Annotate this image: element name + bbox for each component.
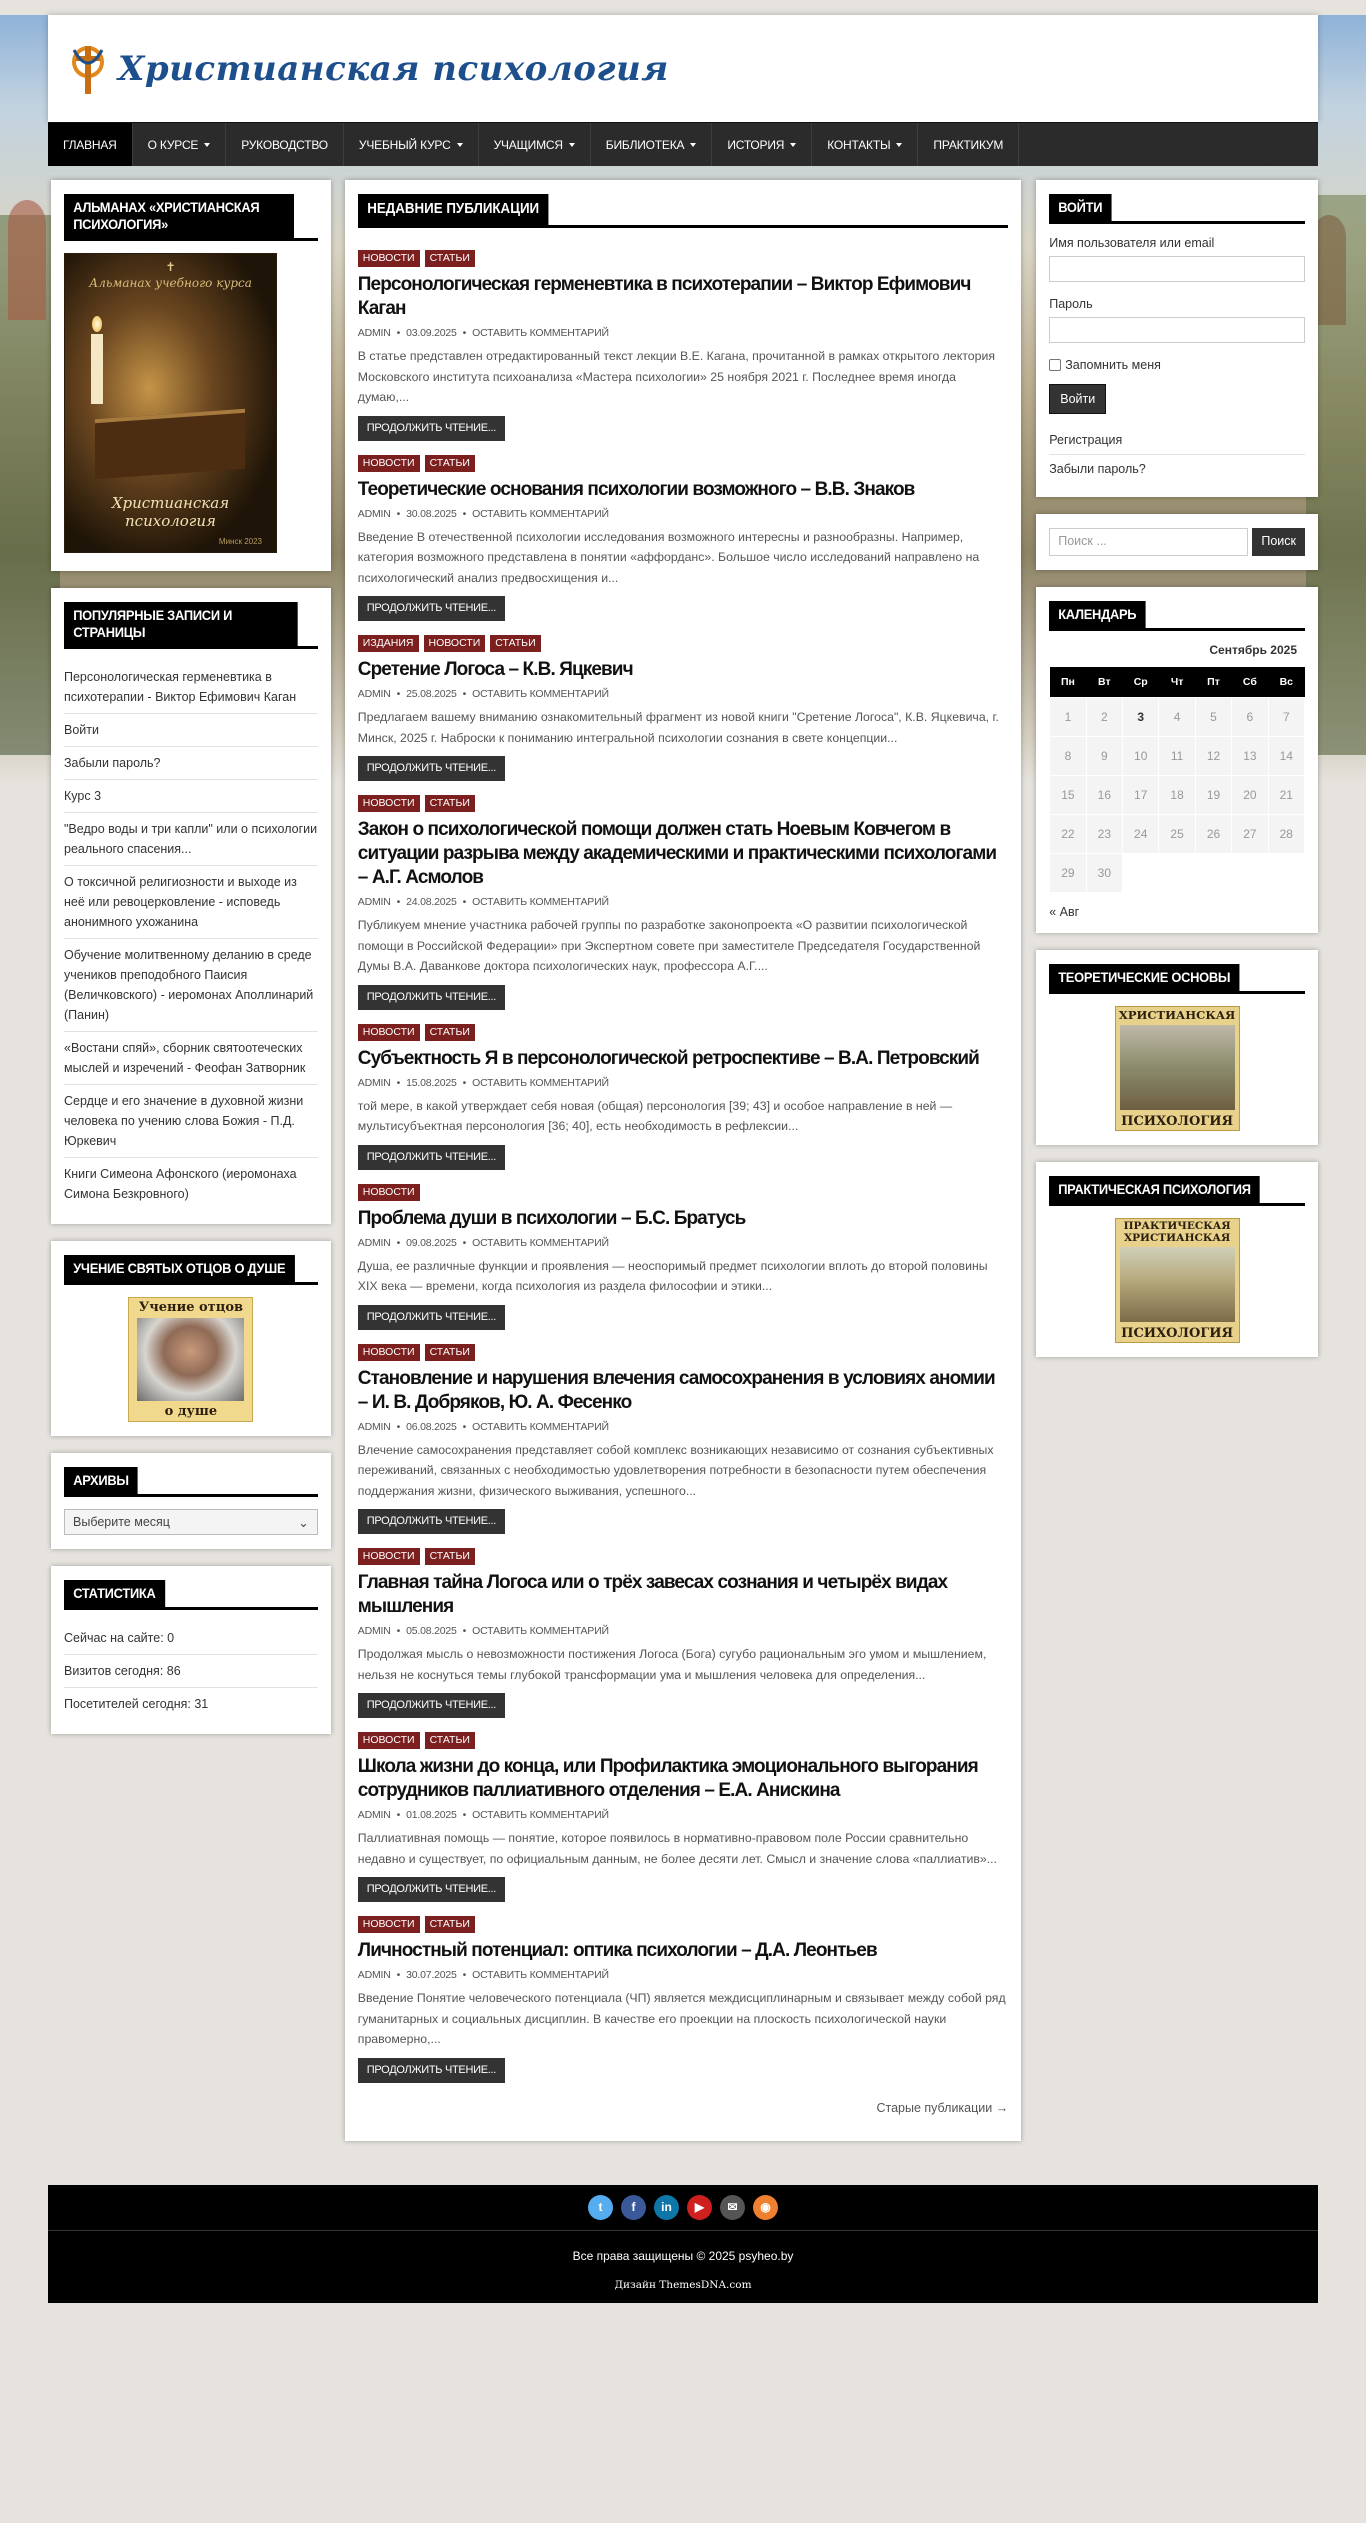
meta-separator: • bbox=[462, 1625, 467, 1637]
book-cover-top-text: Учение отцов bbox=[138, 1300, 244, 1315]
almanac-cover-year: Минск 2023 bbox=[218, 537, 262, 546]
login-button[interactable]: Войти bbox=[1049, 384, 1106, 414]
widget-title: ТЕОРЕТИЧЕСКИЕ ОСНОВЫ bbox=[1049, 964, 1239, 991]
widget-title: АЛЬМАНАХ «ХРИСТИАНСКАЯ ПСИХОЛОГИЯ» bbox=[64, 194, 294, 238]
calendar-prev-link[interactable]: « Авг bbox=[1049, 904, 1080, 919]
meta-separator: • bbox=[396, 507, 401, 520]
category-badge[interactable]: СТАТЬИ bbox=[425, 1024, 475, 1041]
post-meta bbox=[358, 508, 1008, 520]
calendar-day-header: Чт bbox=[1159, 667, 1195, 697]
category-badge[interactable]: НОВОСТИ bbox=[358, 250, 420, 267]
password-input[interactable] bbox=[1049, 317, 1305, 343]
login-link[interactable]: Забыли пароль? bbox=[1049, 462, 1146, 476]
calendar-day: 28 bbox=[1268, 814, 1304, 853]
calendar-day: 1 bbox=[1050, 697, 1086, 736]
post-list bbox=[358, 250, 1008, 2083]
nav-item-label: УЧАЩИМСЯ bbox=[493, 137, 563, 152]
read-more-button[interactable]: ПРОДОЛЖИТЬ ЧТЕНИЕ... bbox=[358, 1693, 505, 1718]
meta-separator: • bbox=[396, 896, 401, 908]
meta-separator: • bbox=[462, 1076, 467, 1089]
meta-separator: • bbox=[396, 1076, 401, 1089]
chevron-down-icon bbox=[690, 143, 696, 147]
post-date[interactable]: 09.08.2025 bbox=[406, 1236, 457, 1249]
older-posts-link[interactable]: Старые публикации → bbox=[876, 2100, 1009, 2115]
calendar-day: 20 bbox=[1232, 775, 1268, 814]
post-title[interactable]: Закон о психологической помощи должен стать Ноевым Ковчегом в ситуации разрыва между академическими и практическими психологами – А.Г. Асмолов bbox=[357, 819, 997, 888]
read-more-button[interactable]: ПРОДОЛЖИТЬ ЧТЕНИЕ... bbox=[358, 1145, 505, 1170]
almanac-cover-top-text: Альманах учебного курса bbox=[89, 276, 252, 290]
calendar-day: 11 bbox=[1159, 736, 1195, 775]
post-excerpt: Публикуем мнение участника рабочей группы по разработке законопроекта «О развитии психологической помощи в Российской Федерации» при Экспертном совете при заместителе Председателя Государственной Думы В.А. Даванкове доктора психологических наук, профессора А.Г.... bbox=[357, 918, 981, 973]
nav-item[interactable] bbox=[344, 123, 479, 166]
almanac-cover-image[interactable] bbox=[64, 253, 277, 553]
post-date[interactable]: 05.08.2025 bbox=[406, 1625, 457, 1637]
popular-post-link[interactable]: «Востани спяй», сборник святоотеческих мыслей и изречений - Феофан Затворник bbox=[64, 1032, 318, 1085]
calendar-table bbox=[1049, 667, 1305, 893]
calendar-day-header: Пн bbox=[1050, 667, 1086, 697]
meta-separator: • bbox=[462, 327, 467, 339]
post-author[interactable]: ADMIN bbox=[357, 1625, 391, 1637]
calendar-day: 14 bbox=[1268, 736, 1304, 775]
calendar-day: 7 bbox=[1268, 697, 1304, 736]
chevron-down-icon bbox=[569, 143, 575, 147]
site-header bbox=[48, 15, 1318, 122]
post-comment-link[interactable]: ОСТАВИТЬ КОММЕНТАРИЙ bbox=[472, 1625, 609, 1637]
post-entry bbox=[358, 1344, 1008, 1535]
post-date[interactable]: 30.08.2025 bbox=[406, 507, 457, 520]
nav-item-label: ПРАКТИКУМ bbox=[933, 137, 1004, 152]
design-credit[interactable]: Дизайн ThemesDNA.com bbox=[614, 2278, 752, 2291]
post-date[interactable]: 06.08.2025 bbox=[406, 1420, 457, 1433]
calendar-day-header: Сб bbox=[1232, 667, 1268, 697]
post-categories bbox=[358, 1344, 1008, 1361]
widget-title: КАЛЕНДАРЬ bbox=[1049, 601, 1145, 628]
nav-item[interactable] bbox=[591, 123, 713, 166]
rss-icon[interactable]: ◉ bbox=[753, 2195, 778, 2220]
meta-separator: • bbox=[462, 688, 467, 700]
search-input[interactable]: Поиск ... bbox=[1049, 528, 1248, 556]
post-meta bbox=[358, 1421, 1008, 1433]
post-categories bbox=[358, 250, 1008, 267]
post-excerpt: В статье представлен отредактированный текст лекции В.Е. Кагана, прочитанной в рамках открытого лектория Московского института психоанализа «Мастера психологии» 25 ноября 2021 г. Последнее время иногда думаю,... bbox=[357, 349, 995, 404]
post-author[interactable]: ADMIN bbox=[357, 327, 391, 339]
calendar-day: 21 bbox=[1268, 775, 1304, 814]
post-title[interactable]: Проблема души в психологии – Б.С. Братусь bbox=[357, 1207, 746, 1229]
search-button[interactable]: Поиск bbox=[1252, 528, 1305, 556]
search-widget bbox=[1036, 514, 1318, 570]
calendar-day: 4 bbox=[1159, 697, 1195, 736]
widget-title: ПРАКТИЧЕСКАЯ ПСИХОЛОГИЯ bbox=[1049, 1176, 1260, 1203]
post-date[interactable]: 15.08.2025 bbox=[406, 1076, 457, 1089]
post-excerpt: Душа, ее различные функции и проявления — неоспоримый предмет психологии вплоть до второй половины XIX века — времени, когда психология из раздела философии и этики... bbox=[357, 1258, 988, 1293]
category-badge[interactable]: СТАТЬИ bbox=[425, 455, 475, 472]
theory-book-image[interactable] bbox=[1115, 1006, 1240, 1131]
post-excerpt: Предлагаем вашему вниманию ознакомительный фрагмент из новой книги "Сретение Логоса", К.В. Яцкевича, г. Минск, 2025 г. Наброски к пониманию интегральной психологии сознания в свете концепции... bbox=[357, 710, 999, 745]
post-title[interactable]: Сретение Логоса – К.В. Яцкевич bbox=[357, 659, 633, 680]
almanac-cover-title: Христианская психология bbox=[111, 494, 230, 530]
category-badge[interactable]: СТАТЬИ bbox=[425, 1548, 475, 1565]
meta-separator: • bbox=[396, 1236, 401, 1249]
calendar-day: 13 bbox=[1232, 736, 1268, 775]
post-entry bbox=[358, 455, 1008, 622]
chevron-down-icon: ⌄ bbox=[298, 1515, 309, 1530]
post-entry bbox=[358, 1732, 1008, 1902]
nav-item[interactable] bbox=[918, 123, 1019, 166]
calendar-day: 15 bbox=[1050, 775, 1086, 814]
post-entry bbox=[358, 795, 1008, 1010]
post-author[interactable]: ADMIN bbox=[357, 1420, 391, 1433]
calendar-day: 23 bbox=[1086, 814, 1122, 853]
remember-me-label: Запомнить меня bbox=[1065, 358, 1161, 372]
calendar-day: 2 bbox=[1086, 697, 1122, 736]
meta-separator: • bbox=[462, 896, 467, 908]
remember-me-checkbox[interactable] bbox=[1049, 359, 1061, 371]
calendar-caption: Сентябрь 2025 bbox=[1209, 643, 1297, 657]
post-author[interactable]: ADMIN bbox=[357, 1236, 391, 1249]
calendar-day: 17 bbox=[1123, 775, 1159, 814]
post-date[interactable]: 24.08.2025 bbox=[406, 896, 457, 908]
post-date[interactable]: 01.08.2025 bbox=[406, 1809, 457, 1821]
practice-widget bbox=[1036, 1162, 1318, 1357]
post-categories bbox=[358, 1732, 1008, 1749]
calendar-day-header: Вс bbox=[1268, 667, 1304, 697]
meta-separator: • bbox=[396, 1625, 401, 1637]
post-comment-link[interactable]: ОСТАВИТЬ КОММЕНТАРИЙ bbox=[472, 896, 609, 908]
meta-separator: • bbox=[462, 1969, 467, 1981]
post-author[interactable]: ADMIN bbox=[357, 1076, 391, 1089]
archive-month-select[interactable] bbox=[64, 1509, 318, 1535]
post-comment-link[interactable]: ОСТАВИТЬ КОММЕНТАРИЙ bbox=[472, 327, 609, 339]
post-categories bbox=[358, 455, 1008, 472]
category-badge[interactable]: НОВОСТИ bbox=[358, 1916, 420, 1933]
category-badge[interactable]: НОВОСТИ bbox=[358, 795, 420, 812]
post-categories bbox=[358, 635, 1008, 652]
calendar-day: 8 bbox=[1050, 736, 1086, 775]
email-icon[interactable]: ✉ bbox=[720, 2195, 745, 2220]
post-entry bbox=[358, 1184, 1008, 1330]
post-date[interactable]: 30.07.2025 bbox=[406, 1969, 457, 1981]
post-title[interactable]: Теоретические основания психологии возможного – В.В. Знаков bbox=[357, 478, 915, 500]
popular-post-link[interactable]: Курс 3 bbox=[64, 780, 318, 813]
right-sidebar bbox=[1036, 180, 1318, 1374]
nav-item[interactable] bbox=[812, 123, 918, 166]
calendar-day: 12 bbox=[1195, 736, 1231, 775]
post-categories bbox=[358, 1916, 1008, 1933]
category-badge[interactable]: НОВОСТИ bbox=[358, 1024, 420, 1041]
calendar-day[interactable]: 3 bbox=[1123, 697, 1159, 736]
post-meta bbox=[358, 1625, 1008, 1637]
chevron-down-icon bbox=[896, 143, 902, 147]
theory-widget bbox=[1036, 950, 1318, 1145]
stat-item: Посетителей сегодня: 31 bbox=[64, 1697, 209, 1711]
post-comment-link[interactable]: ОСТАВИТЬ КОММЕНТАРИЙ bbox=[472, 1809, 609, 1821]
nav-item[interactable] bbox=[133, 123, 227, 166]
widget-title: АРХИВЫ bbox=[64, 1467, 138, 1494]
login-links bbox=[1049, 426, 1305, 483]
popular-post-link[interactable]: Сердце и его значение в духовной жизни человека по учению слова Божия - П.Д. Юркевич bbox=[64, 1085, 318, 1158]
popular-list bbox=[64, 661, 318, 1210]
book-cover-bottom-text: ПСИХОЛОГИЯ bbox=[1121, 1113, 1234, 1129]
calendar-widget bbox=[1036, 587, 1318, 933]
widget-title: ПОПУЛЯРНЫЕ ЗАПИСИ И СТРАНИЦЫ bbox=[64, 602, 297, 646]
category-badge[interactable]: НОВОСТИ bbox=[358, 1548, 420, 1565]
content-area bbox=[48, 180, 1318, 2141]
post-excerpt: Введение В отечественной психологии исследования возможного интересны и разнообразны. Например, категория возможного представлена в понятии «аффорданс». Большое число исследований направлено на психологический анализ предвосхищения и... bbox=[357, 529, 980, 585]
post-author[interactable]: ADMIN bbox=[357, 896, 391, 908]
username-label: Имя пользователя или email bbox=[1049, 236, 1215, 250]
post-categories bbox=[358, 1548, 1008, 1565]
twitter-icon[interactable]: t bbox=[588, 2195, 613, 2220]
read-more-button[interactable]: ПРОДОЛЖИТЬ ЧТЕНИЕ... bbox=[358, 2058, 505, 2083]
post-entry bbox=[358, 1548, 1008, 1718]
post-meta bbox=[358, 327, 1008, 339]
social-links bbox=[48, 2185, 1318, 2231]
category-badge[interactable]: НОВОСТИ bbox=[358, 455, 420, 472]
section-title: НЕДАВНИЕ ПУБЛИКАЦИИ bbox=[358, 194, 548, 225]
category-badge[interactable]: СТАТЬИ bbox=[425, 1916, 475, 1933]
calendar-day: 25 bbox=[1159, 814, 1195, 853]
recent-posts bbox=[345, 180, 1021, 2141]
nav-item-label: О КУРСЕ bbox=[147, 137, 199, 152]
post-excerpt: Продолжая мысль о невозможности постижения Логоса (Бога) сугубо рациональным эго умом и мышлением, нельзя не коснуться темы глубокой трансформации ума и мышления человека для определения... bbox=[357, 1647, 987, 1682]
left-sidebar bbox=[51, 180, 331, 1751]
nav-item[interactable] bbox=[226, 123, 344, 166]
book-cover-bottom-text: о душе bbox=[164, 1404, 218, 1419]
meta-separator: • bbox=[462, 1420, 467, 1433]
almanac-widget bbox=[51, 180, 331, 571]
password-label: Пароль bbox=[1049, 297, 1093, 311]
fathers-widget bbox=[51, 1241, 331, 1436]
read-more-button[interactable]: ПРОДОЛЖИТЬ ЧТЕНИЕ... bbox=[358, 1305, 505, 1330]
category-badge[interactable]: СТАТЬИ bbox=[425, 1732, 475, 1749]
calendar-day: 18 bbox=[1159, 775, 1195, 814]
calendar-day: 5 bbox=[1195, 697, 1231, 736]
calendar-day: 19 bbox=[1195, 775, 1231, 814]
post-title[interactable]: Персонологическая герменевтика в психотерапии – Виктор Ефимович Каган bbox=[357, 274, 971, 319]
category-badge[interactable]: СТАТЬИ bbox=[425, 250, 475, 267]
post-entry bbox=[358, 250, 1008, 441]
copyright-text: Все права защищены © 2025 psyheo.by bbox=[572, 2248, 794, 2263]
read-more-button[interactable]: ПРОДОЛЖИТЬ ЧТЕНИЕ... bbox=[358, 756, 505, 781]
post-meta bbox=[358, 1809, 1008, 1821]
post-author[interactable]: ADMIN bbox=[357, 688, 391, 700]
linkedin-icon[interactable]: in bbox=[654, 2195, 679, 2220]
fathers-book-image[interactable] bbox=[128, 1297, 253, 1422]
nav-item-label: УЧЕБНЫЙ КУРС bbox=[358, 137, 451, 152]
post-date[interactable]: 25.08.2025 bbox=[406, 688, 457, 700]
facebook-icon[interactable]: f bbox=[621, 2195, 646, 2220]
login-link[interactable]: Регистрация bbox=[1049, 426, 1305, 455]
popular-posts-widget bbox=[51, 588, 331, 1224]
post-excerpt: той мере, в какой утверждает себя новая (общая) персонология [39; 43] и особое направление в ней — мультисубъектная персонология [36; 40], есть необходимость в рефлексии... bbox=[357, 1098, 953, 1133]
book-cover-top-text: ПРАКТИЧЕСКАЯ ХРИСТИАНСКАЯ bbox=[1123, 1219, 1231, 1244]
book-cover-top-text: ХРИСТИАНСКАЯ bbox=[1118, 1007, 1236, 1022]
meta-separator: • bbox=[462, 1809, 467, 1821]
logo-icon[interactable] bbox=[68, 42, 108, 96]
post-excerpt: Паллиативная помощь — понятие, которое появилось в нормативно-правовом поле России сравнительно недавно и существует, по официальным данным, не более десяти лет. Смысл и значение слова «паллиатив»... bbox=[357, 1831, 997, 1866]
calendar-day-header: Ср bbox=[1123, 667, 1159, 697]
read-more-button[interactable]: ПРОДОЛЖИТЬ ЧТЕНИЕ... bbox=[358, 1509, 505, 1534]
calendar-day: 30 bbox=[1086, 853, 1122, 892]
post-comment-link[interactable]: ОСТАВИТЬ КОММЕНТАРИЙ bbox=[472, 1969, 609, 1981]
main-content bbox=[345, 180, 1021, 2141]
widget-title: УЧЕНИЕ СВЯТЫХ ОТЦОВ О ДУШЕ bbox=[64, 1255, 294, 1282]
post-entry bbox=[358, 1916, 1008, 2083]
post-meta bbox=[358, 1237, 1008, 1249]
chevron-down-icon bbox=[204, 143, 210, 147]
post-comment-link[interactable]: ОСТАВИТЬ КОММЕНТАРИЙ bbox=[472, 688, 609, 700]
popular-post-link[interactable]: Персонологическая герменевтика в психотерапии - Виктор Ефимович Каган bbox=[64, 661, 318, 714]
practice-book-image[interactable] bbox=[1115, 1218, 1240, 1343]
meta-separator: • bbox=[396, 1809, 401, 1821]
post-meta bbox=[358, 688, 1008, 700]
chevron-down-icon bbox=[457, 143, 463, 147]
post-comment-link[interactable]: ОСТАВИТЬ КОММЕНТАРИЙ bbox=[472, 507, 609, 520]
calendar-day-header: Пт bbox=[1195, 667, 1231, 697]
stat-item: Визитов сегодня: 86 bbox=[64, 1655, 318, 1688]
post-comment-link[interactable]: ОСТАВИТЬ КОММЕНТАРИЙ bbox=[472, 1236, 609, 1249]
popular-post-link[interactable]: "Ведро воды и три капли" или о психологии реального спасения... bbox=[64, 813, 318, 866]
site-footer bbox=[48, 2185, 1318, 2303]
nav-item[interactable] bbox=[48, 123, 133, 166]
post-author[interactable]: ADMIN bbox=[357, 1969, 391, 1981]
calendar-day-header: Вт bbox=[1086, 667, 1122, 697]
nav-item[interactable] bbox=[712, 123, 812, 166]
popular-post-link[interactable]: О токсичной религиозности и выходе из неё или ревоцерковление - исповедь анонимного ухожанина bbox=[64, 866, 318, 939]
category-badge[interactable]: НОВОСТИ bbox=[358, 1344, 420, 1361]
post-excerpt: Введение Понятие человеческого потенциала (ЧП) является междисциплинарным и связывает между собой ряд гуманитарных и социальных дисциплин. В качестве его проекции на плоскость психологической науки правомерно,... bbox=[357, 1991, 1006, 2046]
calendar-day: 16 bbox=[1086, 775, 1122, 814]
calendar-day: 26 bbox=[1195, 814, 1231, 853]
popular-post-link[interactable]: Обучение молитвенному деланию в среде учеников преподобного Паисия (Величковского) - иеромонах Аполлинарий (Панин) bbox=[64, 939, 318, 1032]
read-more-button[interactable]: ПРОДОЛЖИТЬ ЧТЕНИЕ... bbox=[358, 985, 505, 1010]
nav-item-label: ГЛАВНАЯ bbox=[63, 137, 117, 152]
archives-widget bbox=[51, 1453, 331, 1549]
statistics-widget bbox=[51, 1566, 331, 1734]
post-date[interactable]: 03.09.2025 bbox=[406, 327, 457, 339]
post-title[interactable]: Субъектность Я в персонологической ретроспективе – В.А. Петровский bbox=[357, 1047, 979, 1069]
meta-separator: • bbox=[396, 1420, 401, 1433]
meta-separator: • bbox=[462, 1236, 467, 1249]
post-title[interactable]: Школа жизни до конца, или Профилактика эмоционального выгорания сотрудников паллиативного отделения – Е.А. Анискина bbox=[357, 1756, 978, 1801]
calendar-day: 6 bbox=[1232, 697, 1268, 736]
popular-post-link[interactable]: Книги Симеона Афонского (иеромонаха Симона Безкровного) bbox=[64, 1167, 297, 1201]
calendar-day: 9 bbox=[1086, 736, 1122, 775]
widget-title: ВОЙТИ bbox=[1049, 194, 1111, 221]
nav-item-label: ИСТОРИЯ bbox=[727, 137, 785, 152]
site-title[interactable]: Христианская психология bbox=[118, 48, 669, 89]
post-categories bbox=[358, 1024, 1008, 1041]
stat-item: Сейчас на сайте: 0 bbox=[64, 1622, 318, 1655]
post-meta bbox=[358, 1969, 1008, 1981]
book-cover-bottom-text: ПСИХОЛОГИЯ bbox=[1121, 1325, 1234, 1341]
meta-separator: • bbox=[462, 507, 467, 520]
cross-icon: ✝ bbox=[165, 260, 176, 274]
main-navigation bbox=[48, 122, 1318, 166]
nav-item-label: БИБЛИОТЕКА bbox=[605, 137, 685, 152]
nav-item-label: РУКОВОДСТВО bbox=[241, 137, 328, 152]
calendar-day: 24 bbox=[1123, 814, 1159, 853]
post-title[interactable]: Главная тайна Логоса или о трёх завесах сознания и четырёх видах мышления bbox=[357, 1572, 948, 1617]
category-badge[interactable]: СТАТЬИ bbox=[490, 635, 540, 652]
post-categories bbox=[358, 795, 1008, 812]
category-badge[interactable]: СТАТЬИ bbox=[425, 1344, 475, 1361]
calendar-day: 29 bbox=[1050, 853, 1086, 892]
category-badge[interactable]: НОВОСТИ bbox=[358, 1184, 420, 1201]
post-author[interactable]: ADMIN bbox=[357, 507, 391, 520]
popular-post-link[interactable]: Забыли пароль? bbox=[64, 747, 318, 780]
post-meta bbox=[358, 896, 1008, 908]
popular-post-link[interactable]: Войти bbox=[64, 714, 318, 747]
remember-me-row bbox=[1049, 358, 1305, 372]
post-comment-link[interactable]: ОСТАВИТЬ КОММЕНТАРИЙ bbox=[472, 1076, 609, 1089]
calendar-empty-cell bbox=[1123, 853, 1305, 892]
post-title[interactable]: Становление и нарушения влечения самосохранения в условиях аномии – И. В. Добряков, Ю. А. Фесенко bbox=[357, 1367, 995, 1413]
calendar-day: 22 bbox=[1050, 814, 1086, 853]
read-more-button[interactable]: ПРОДОЛЖИТЬ ЧТЕНИЕ... bbox=[358, 416, 505, 441]
post-entry bbox=[358, 1024, 1008, 1170]
youtube-icon[interactable]: ▶ bbox=[687, 2195, 712, 2220]
nav-item[interactable] bbox=[479, 123, 591, 166]
login-widget bbox=[1036, 180, 1318, 497]
meta-separator: • bbox=[396, 1969, 401, 1981]
post-entry bbox=[358, 635, 1008, 781]
category-badge[interactable]: НОВОСТИ bbox=[358, 1732, 420, 1749]
widget-title: СТАТИСТИКА bbox=[64, 1580, 165, 1607]
page-wrapper bbox=[48, 15, 1318, 2303]
post-categories bbox=[358, 1184, 1008, 1201]
post-comment-link[interactable]: ОСТАВИТЬ КОММЕНТАРИЙ bbox=[472, 1420, 609, 1433]
archive-select-value: Выберите месяц bbox=[73, 1515, 170, 1529]
category-badge[interactable]: ИЗДАНИЯ bbox=[358, 635, 419, 652]
chevron-down-icon bbox=[790, 143, 796, 147]
calendar-day: 27 bbox=[1232, 814, 1268, 853]
stats-list bbox=[64, 1622, 318, 1720]
nav-item-label: КОНТАКТЫ bbox=[827, 137, 891, 152]
post-title[interactable]: Личностный потенциал: оптика психологии – Д.А. Леонтьев bbox=[357, 1940, 877, 1961]
category-badge[interactable]: НОВОСТИ bbox=[424, 635, 486, 652]
post-author[interactable]: ADMIN bbox=[357, 1809, 391, 1821]
read-more-button[interactable]: ПРОДОЛЖИТЬ ЧТЕНИЕ... bbox=[358, 1877, 505, 1902]
calendar-day: 10 bbox=[1123, 736, 1159, 775]
meta-separator: • bbox=[396, 688, 401, 700]
post-meta bbox=[358, 1077, 1008, 1089]
category-badge[interactable]: СТАТЬИ bbox=[425, 795, 475, 812]
read-more-button[interactable]: ПРОДОЛЖИТЬ ЧТЕНИЕ... bbox=[358, 596, 505, 621]
post-excerpt: Влечение самосохранения представляет собой комплекс возникающих независимо от сознания субъективных переживаний, связанных с необходимостью удовлетворения потребности в безопасности путем обеспечения поддержания жизни, физического выживания, успешного... bbox=[357, 1442, 994, 1498]
username-input[interactable] bbox=[1049, 256, 1305, 282]
meta-separator: • bbox=[396, 327, 401, 339]
